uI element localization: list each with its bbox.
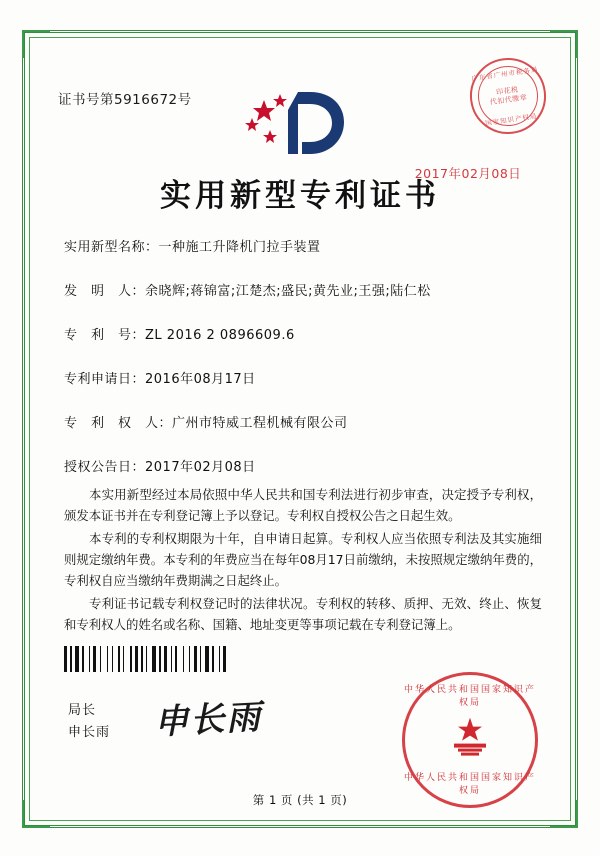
barcode-bar xyxy=(109,646,111,672)
barcode-bar xyxy=(227,646,229,672)
barcode-bar xyxy=(82,646,84,672)
page-footer: 第 1 页 (共 1 页) xyxy=(252,793,348,807)
field-value: 余晓辉;蒋锦富;江楚杰;盛民;黄先业;王强;陆仁松 xyxy=(145,284,431,299)
barcode-bar xyxy=(215,646,218,672)
barcode-bar xyxy=(85,646,88,672)
director-name-label: 申长雨 xyxy=(68,725,111,740)
barcode-bar xyxy=(107,646,108,672)
barcode-bar xyxy=(221,646,222,672)
barcode-bar xyxy=(121,646,122,672)
field-label: 专 利 号： xyxy=(64,328,146,343)
barcode-bar xyxy=(212,646,214,672)
legal-body-text xyxy=(64,484,542,637)
barcode-bar xyxy=(171,646,172,672)
barcode-bar xyxy=(175,646,177,672)
certificate-number: 证书号第5916672号 xyxy=(58,92,192,108)
field-row xyxy=(64,326,544,346)
official-seal-icon xyxy=(402,672,538,808)
field-value: 一种施工升降机门拉手装置 xyxy=(158,240,321,255)
field-row xyxy=(64,282,544,302)
barcode-bar xyxy=(223,646,226,672)
barcode-bar xyxy=(73,646,74,672)
field-label: 授权公告日： xyxy=(64,460,146,475)
barcode-bar xyxy=(100,646,101,672)
barcode-bar xyxy=(112,646,113,672)
barcode-bar xyxy=(75,646,79,672)
barcode-bar xyxy=(118,646,120,672)
seal-text-bottom: 中华人民共和国国家知识产权局 xyxy=(403,773,536,796)
barcode-bar xyxy=(194,646,197,672)
barcode-bar xyxy=(210,646,211,672)
barcode-bar xyxy=(148,646,151,672)
field-value: 广州市特威工程机械有限公司 xyxy=(172,416,348,431)
national-emblem-icon xyxy=(442,714,498,762)
barcode-bar xyxy=(64,646,67,672)
field-label: 专利申请日： xyxy=(64,372,146,387)
barcode-bar xyxy=(93,646,96,672)
tax-stamp-line2: 代扣代缴章 xyxy=(489,93,528,107)
barcode-bar xyxy=(162,646,163,672)
barcode-bar xyxy=(189,646,190,672)
tax-stamp-arc-bottom: 国家知识产权局 xyxy=(484,112,538,128)
barcode-bar xyxy=(114,646,117,672)
corner-ornament-top-right xyxy=(550,30,578,58)
barcode-bar xyxy=(102,646,106,672)
barcode-bar xyxy=(202,646,204,672)
barcode-bar xyxy=(191,646,193,672)
barcode-bar xyxy=(200,646,201,672)
certificate-content xyxy=(46,52,554,807)
barcode-bar xyxy=(146,646,147,672)
field-label: 实用新型名称： xyxy=(64,240,159,255)
field-value: 2017年02月08日 xyxy=(145,460,256,475)
barcode-bar xyxy=(178,646,182,672)
barcode-bar xyxy=(139,646,140,672)
field-row xyxy=(64,414,544,434)
barcode-bar xyxy=(125,646,129,672)
signature-block xyxy=(68,700,110,744)
barcode-bar xyxy=(130,646,132,672)
legal-paragraph: 本实用新型经过本局依照中华人民共和国专利法进行初步审查，决定授予专利权，颁发本证书并在专利登记簿上予以登记。专利权自授权公告之日起生效。 xyxy=(64,487,542,523)
barcode-bar xyxy=(205,646,209,672)
field-value: 2016年08月17日 xyxy=(145,372,256,387)
cnipa-logo-icon xyxy=(240,86,360,160)
barcode-bar xyxy=(168,646,170,672)
barcode-bar xyxy=(144,646,145,672)
corner-ornament-bottom-right xyxy=(550,800,578,828)
barcode-bar xyxy=(164,646,167,672)
field-value: ZL 2016 2 0896609.6 xyxy=(145,328,295,343)
handwritten-signature: 申长雨 xyxy=(153,697,264,743)
field-list xyxy=(64,238,544,502)
legal-paragraph: 专利证书记载专利权登记时的法律状况。专利权的转移、质押、无效、终止、恢复和专利权人的姓名或名称、国籍、地址变更等事项记载在专利登记簿上。 xyxy=(64,596,542,632)
barcode xyxy=(64,646,252,672)
barcode-bar xyxy=(157,646,158,672)
barcode-bar xyxy=(185,646,188,672)
tax-stamp-line1: 印花税 xyxy=(495,85,520,97)
field-row xyxy=(64,458,544,478)
field-row xyxy=(64,238,544,258)
barcode-bar xyxy=(152,646,156,672)
barcode-bar xyxy=(219,646,220,672)
barcode-bar xyxy=(97,646,99,672)
barcode-bar xyxy=(173,646,174,672)
barcode-bar xyxy=(123,646,124,672)
tax-stamp-arc-top: 广东省广州市税务局 xyxy=(470,65,539,83)
barcode-bar xyxy=(135,646,138,672)
barcode-bar xyxy=(70,646,72,672)
barcode-bar xyxy=(91,646,92,672)
seal-text-top: 中华人民共和国国家知识产权局 xyxy=(403,685,536,708)
tax-stamp-icon xyxy=(465,53,551,139)
barcode-bar xyxy=(68,646,69,672)
barcode-bar xyxy=(141,646,143,672)
barcode-bar xyxy=(198,646,199,672)
director-title-label: 局长 xyxy=(68,703,97,718)
barcode-bar xyxy=(183,646,184,672)
field-row xyxy=(64,370,544,390)
field-label: 发 明 人： xyxy=(64,284,146,299)
legal-paragraph: 本专利的专利权期限为十年，自申请日起算。专利权人应当依照专利法及其实施细则规定缴纳年费。本专利的年费应当在每年08月17日前缴纳，未按照规定缴纳年费的，专利权自应当缴纳年费期满之日起终止。 xyxy=(64,531,542,588)
barcode-bar xyxy=(89,646,90,672)
barcode-bar xyxy=(159,646,161,672)
page-title: 实用新型专利证书 xyxy=(160,178,440,214)
field-label: 专 利 权 人： xyxy=(64,416,173,431)
seal-date: 2017年02月08日 xyxy=(414,166,522,181)
barcode-bar xyxy=(133,646,134,672)
barcode-bar xyxy=(80,646,81,672)
